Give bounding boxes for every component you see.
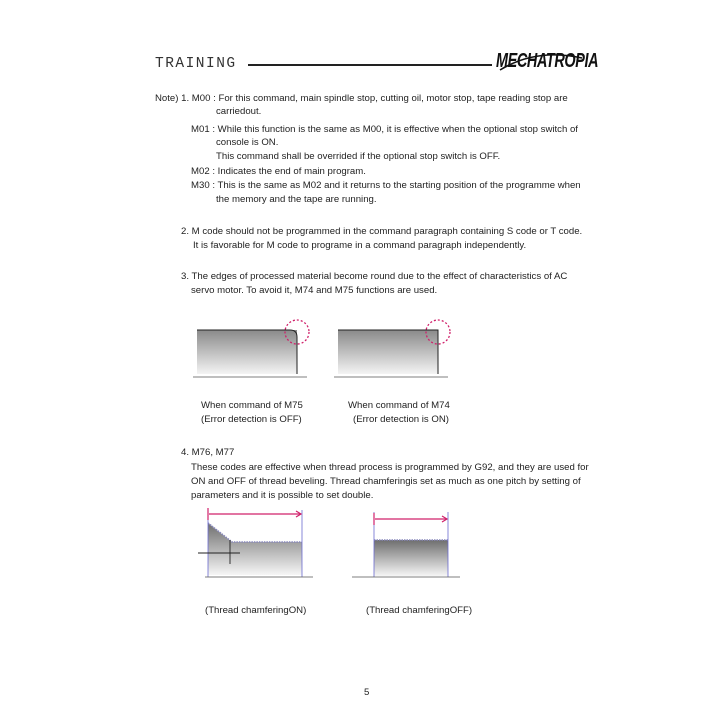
page-number: 5 <box>364 687 370 698</box>
m02-description: Indicates the end of main program. <box>217 166 366 177</box>
chamfer-on-diagram <box>198 508 313 577</box>
note4-line1: These codes are effective when thread process is programmed by G92, and they are used for <box>191 462 589 473</box>
m01-description-cont2: This command shall be overrided if the optional stop switch is OFF. <box>216 151 501 162</box>
m01-description: While this function is the same as M00, it is effective when the optional stop switch of <box>217 124 578 135</box>
brand-logo: MECHATROPIA <box>496 50 599 72</box>
m00-description: For this command, main spindle stop, cutting oil, motor stop, tape reading stop are <box>218 93 568 104</box>
m30-description-cont: the memory and the tape are running. <box>216 194 377 205</box>
m00-description-cont: carriedout. <box>216 106 262 117</box>
m02-code: M02 : <box>191 166 218 177</box>
m74-caption2: (Error detection is ON) <box>353 414 449 425</box>
m01-description-cont1: console is ON. <box>216 137 279 148</box>
chamfer-off-workpiece <box>374 540 448 576</box>
note4-title: 4. M76, M77 <box>181 447 235 458</box>
note3-line2: servo motor. To avoid it, M74 and M75 functions are used. <box>191 285 438 296</box>
m74-caption1: When command of M74 <box>348 400 450 411</box>
section-title: TRAINING <box>155 56 237 72</box>
m75-caption2: (Error detection is OFF) <box>201 414 302 425</box>
note4-line3: parameters and it is possible to set double. <box>191 490 374 501</box>
m01-code: M01 : <box>191 124 218 135</box>
chamfer-off-diagram <box>352 512 460 577</box>
note2-line2: It is favorable for M code to programe in a command paragraph independently. <box>193 240 527 251</box>
chamfer-on-workpiece <box>208 523 302 575</box>
note1-prefix: Note) 1. M00 : <box>155 93 219 104</box>
m75-caption1: When command of M75 <box>201 400 303 411</box>
m30-code: M30 : <box>191 180 218 191</box>
chamfer-off-caption: (Thread chamferingOFF) <box>366 605 473 616</box>
note2-line1: 2. M code should not be programmed in the command paragraph containing S code or T code. <box>181 226 583 237</box>
m30-description: This is the same as M02 and it returns to the starting position of the programme when <box>217 180 581 191</box>
note3-line1: 3. The edges of processed material become round due to the effect of characteristics of AC <box>181 271 568 282</box>
chamfer-on-caption: (Thread chamferingON) <box>205 605 307 616</box>
note4-line2: ON and OFF of thread beveling. Thread chamferingis set as much as one pitch by setting of <box>191 476 581 487</box>
